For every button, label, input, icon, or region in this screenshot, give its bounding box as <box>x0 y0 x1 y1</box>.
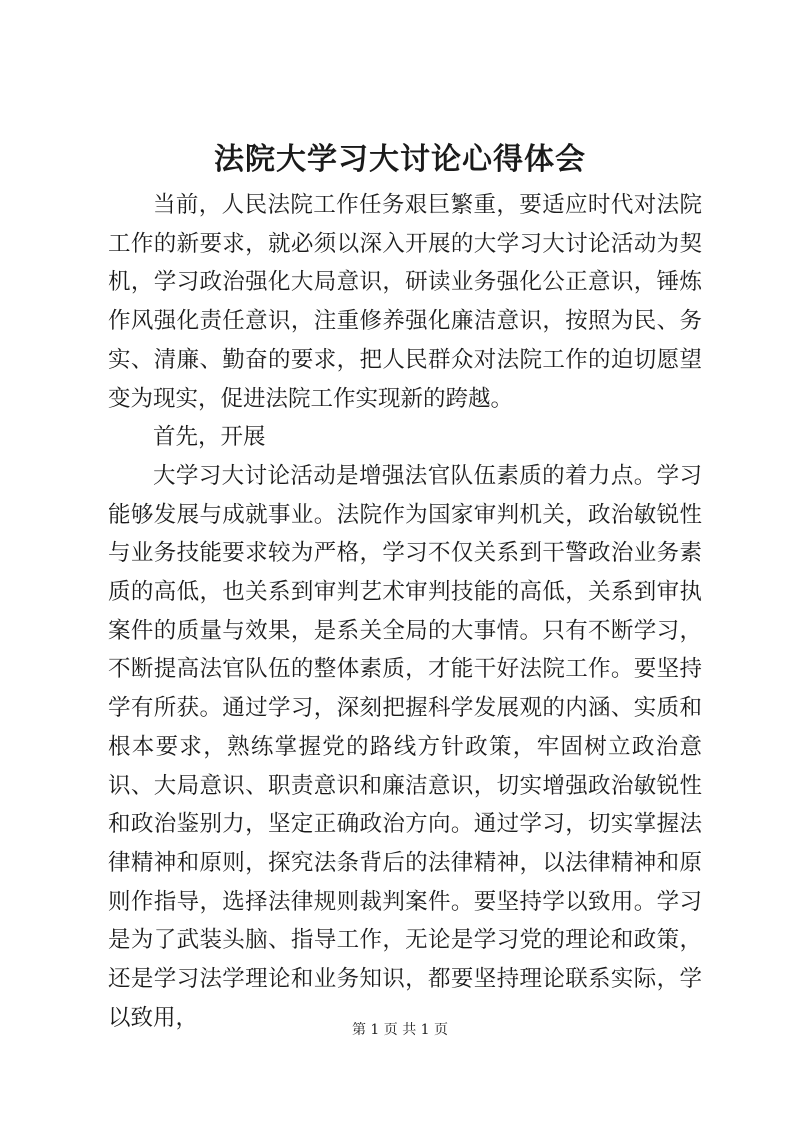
page-footer: 第 1 页 共 1 页 <box>351 1022 449 1038</box>
paragraph-heading-first: 首先，开展 <box>153 424 266 451</box>
paragraph-intro: 当前，人民法院工作任务艰巨繁重，要适应时代对法院工作的新要求，就必须以深入开展的大学习大讨论活动为契机，学习政治强化大局意识，研读业务强化公正意识，锤炼作风强化责任意识，注重修养强化廉洁意识，按照为民、务实、清廉、勤奋的要求，把人民群众对法院工作的迫切愿望变为现实，促进法院工作实现新的跨越。 <box>108 192 702 412</box>
paragraph-main: 大学习大讨论活动是增强法官队伍素质的着力点。学习能够发展与成就事业。法院作为国家审判机关，政治敏锐性与业务技能要求较为严格，学习不仅关系到干警政治业务素质的高低，也关系到审判艺术审判技能的高低，关系到审执案件的质量与效果，是系关全局的大事情。只有不断学习，不断提高法官队伍的整体素质，才能干好法院工作。要坚持学有所获。通过学习，深刻把握科学发展观的内涵、实质和根本要求，熟练掌握党的路线方针政策，牢固树立政治意识、大局意识、职责意识和廉洁意识，切实增强政治敏锐性和政治鉴别力，坚定正确政治方向。通过学习，切实掌握法律精神和原则，探究法条背后的法律精神，以法律精神和原则作指导，选择法律规则裁判案件。要坚持学以致用。学习是为了武装头脑、指导工作，无论是学习党的理论和政策，还是学习法学理论和业务知识，都要坚持理论联系实际，学以致用， <box>108 462 702 1031</box>
document-body <box>108 186 702 1037</box>
document-title: 法院大学习大讨论心得体会 <box>214 142 586 177</box>
